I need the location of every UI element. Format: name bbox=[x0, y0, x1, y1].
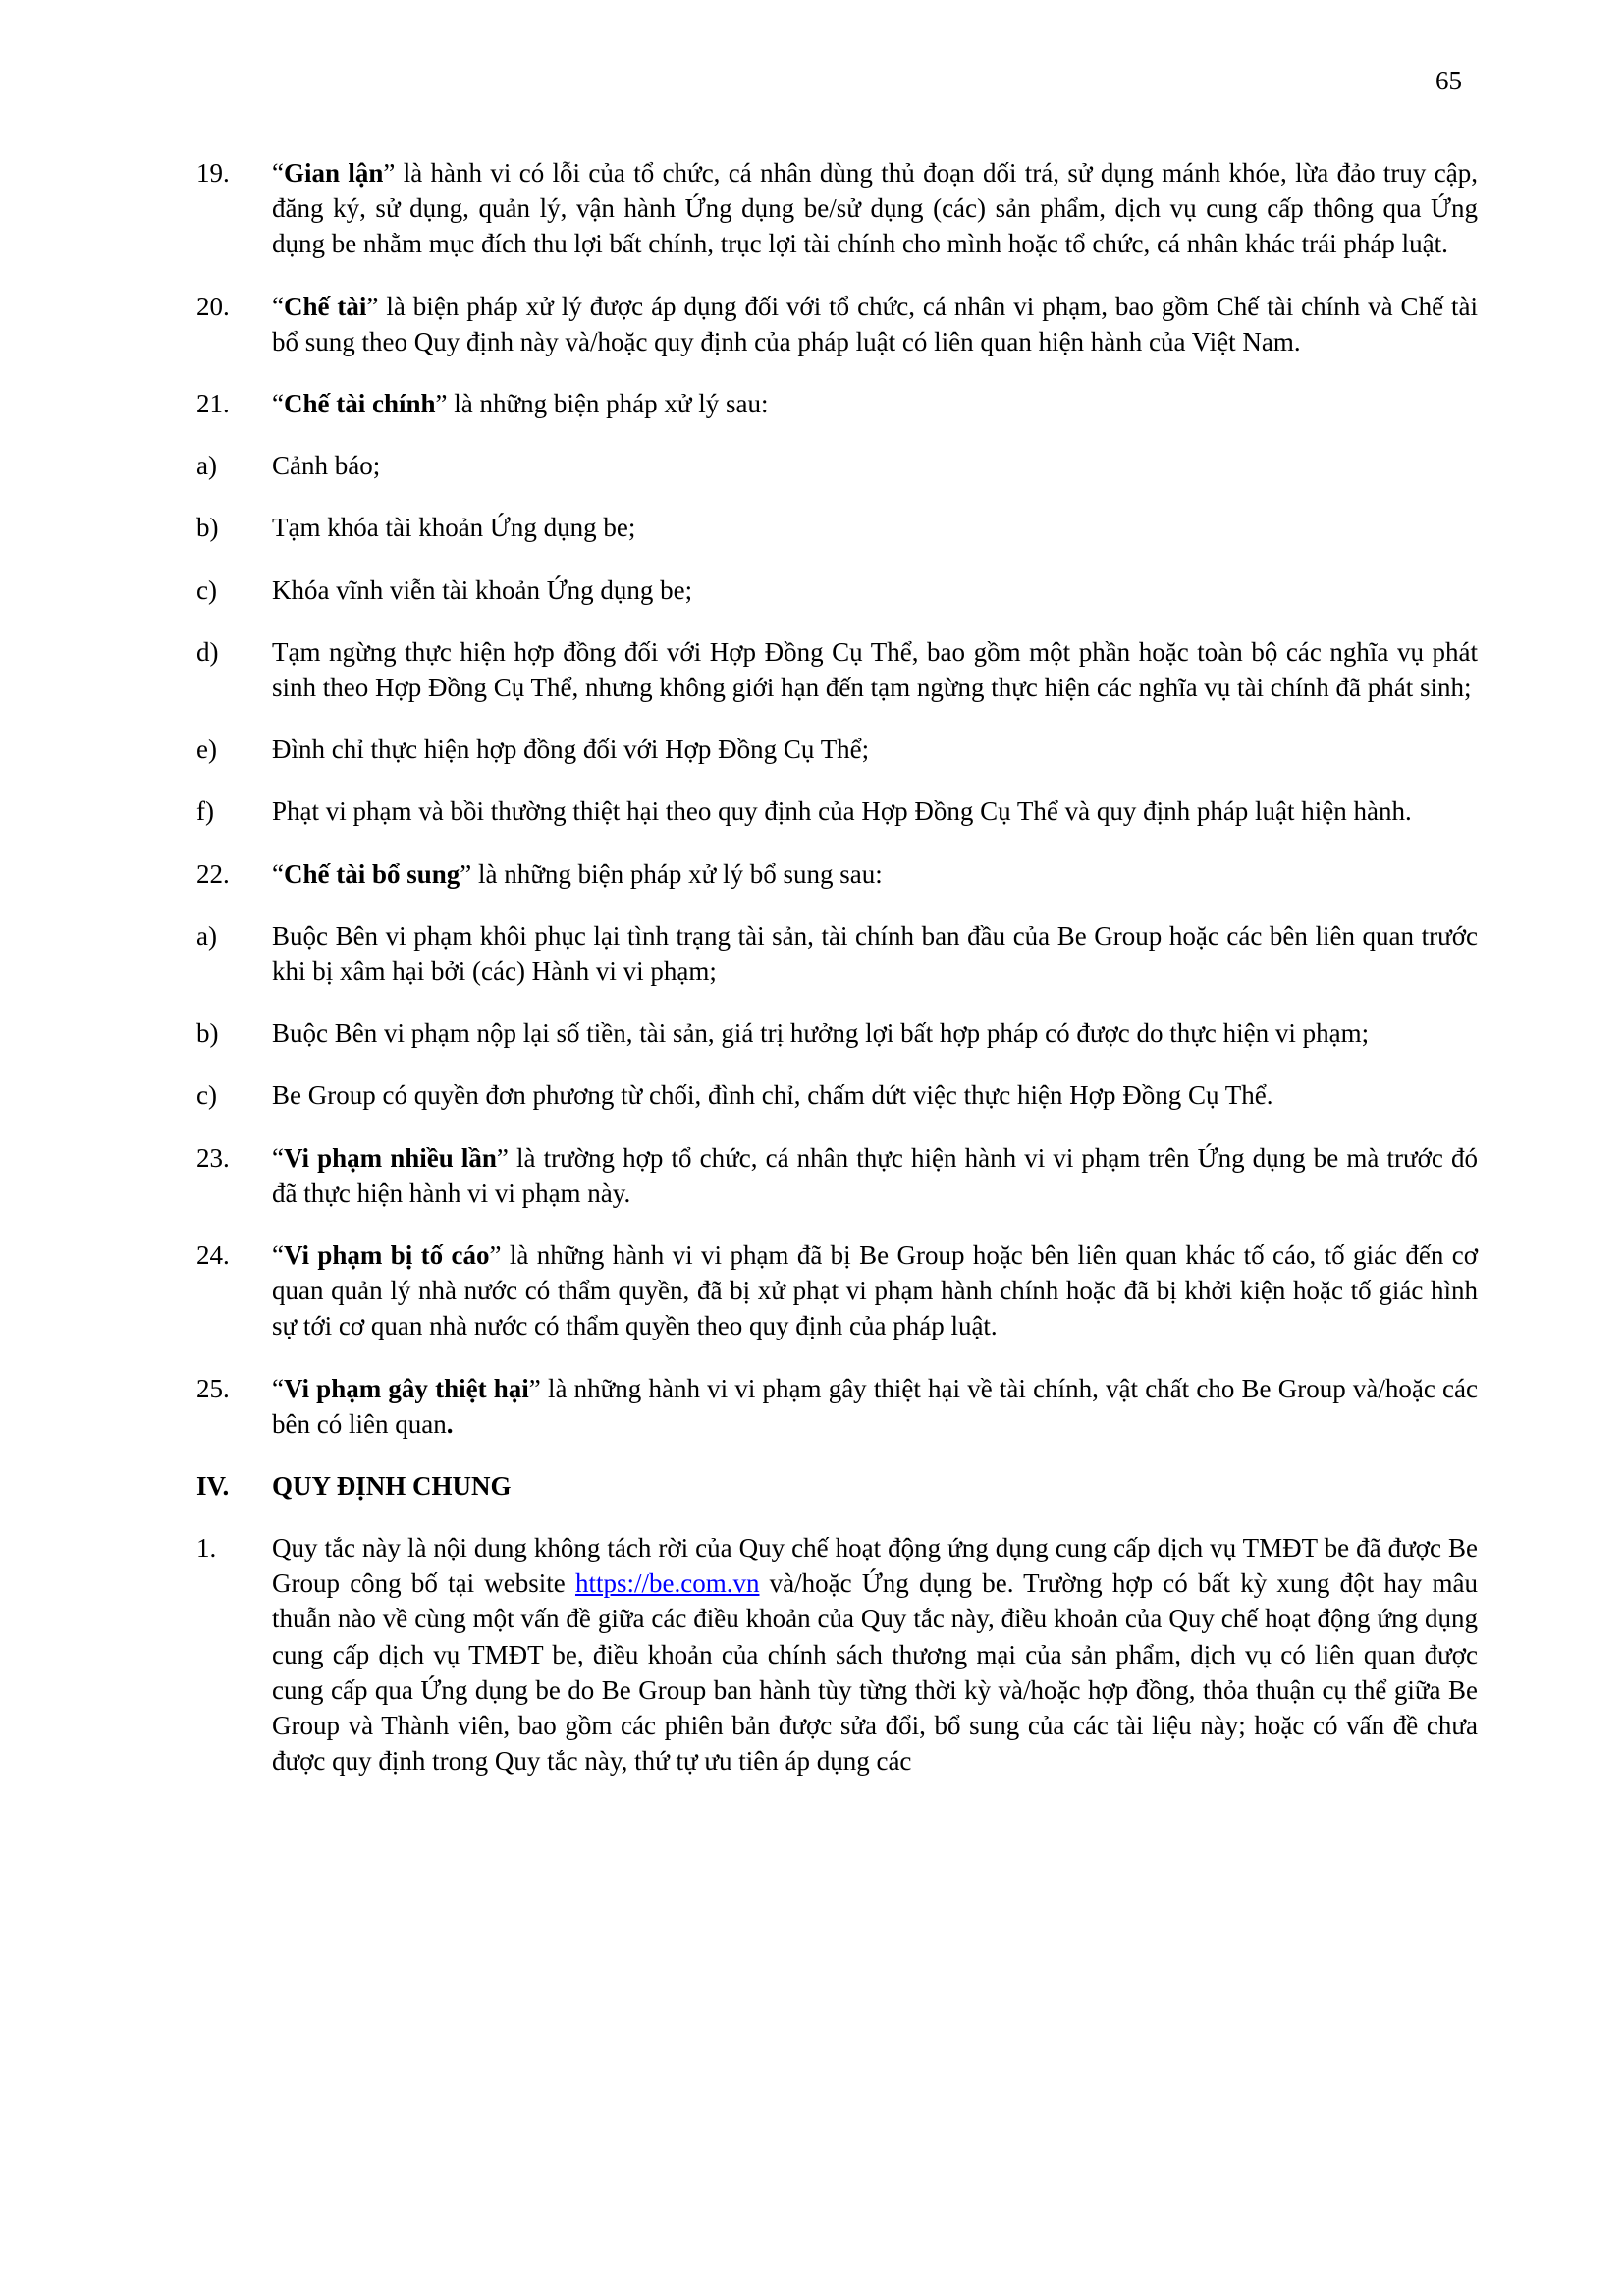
definition-item bbox=[196, 1371, 1478, 1442]
definition-body: là hành vi có lỗi của tổ chức, cá nhân dùng thủ đoạn dối trá, sử dụng mánh khóe, lừa đảo truy cập, đăng ký, sử dụng, quản lý, vận hành Ứng dụng be/sử dụng (các) sản phẩm, dịch vụ cung cấp thông qua Ứng dụng be nhằm mục đích thu lợi bất chính, trục lợi tài chính cho mình hoặc tổ chức, cá nhân khác trái pháp luật. bbox=[272, 158, 1478, 259]
item-number: 22. bbox=[196, 858, 230, 889]
end-period: . bbox=[446, 1408, 454, 1439]
sub-item bbox=[196, 918, 1478, 989]
item-text: “Vi phạm gây thiệt hại” là những hành vi vi phạm gây thiệt hại về tài chính, vật chất cho Be Group và/hoặc các bên có liên quan. bbox=[272, 1373, 1478, 1439]
text-after-link: và/hoặc Ứng dụng be. Trường hợp có bất kỳ xung đột hay mâu thuẫn nào về cùng một vấn đề giữa các điều khoản của Quy tắc này, điều khoản của Quy chế hoạt động ứng dụng cung cấp dịch vụ TMĐT be, điều khoản của chính sách thương mại của sản phẩm, dịch vụ có liên quan được cung cấp qua Ứng dụng be do Be Group ban hành tùy từng thời kỳ và/hoặc hợp đồng, thỏa thuận cụ thể giữa Be Group và Thành viên, bao gồm các phiên bản được sửa đổi, bổ sung của các tài liệu này; hoặc có vấn đề chưa được quy định trong Quy tắc này, thứ tự ưu tiên áp dụng các bbox=[272, 1568, 1479, 1777]
item-text: “Gian lận” là hành vi có lỗi của tổ chức, cá nhân dùng thủ đoạn dối trá, sử dụng mánh khóe, lừa đảo truy cập, đăng ký, sử dụng, quản lý, vận hành Ứng dụng be/sử dụng (các) sản phẩm, dịch vụ cung cấp thông qua Ứng dụng be nhằm mục đích thu lợi bất chính, trục lợi tài chính cho mình hoặc tổ chức, cá nhân khác trái pháp luật. bbox=[272, 158, 1478, 259]
sub-item bbox=[196, 1015, 1478, 1051]
sub-item bbox=[196, 573, 1478, 608]
definition-item bbox=[196, 1237, 1478, 1344]
sub-item-letter: c) bbox=[196, 1080, 217, 1111]
defined-term: Vi phạm bị tố cáo bbox=[283, 1240, 490, 1271]
item-text: “Vi phạm bị tố cáo” là những hành vi vi phạm đã bị Be Group hoặc bên liên quan khác tố cáo, tố giác đến cơ quan quản lý nhà nước có thẩm quyền, đã bị xử phạt vi phạm hành chính hoặc đã bị khởi kiện hoặc tố giác hình sự tới cơ quan nhà nước có thẩm quyền theo quy định của pháp luật. bbox=[272, 1240, 1479, 1341]
definition-item bbox=[196, 1140, 1478, 1211]
page-number: 65 bbox=[1435, 66, 1462, 95]
sub-item bbox=[196, 448, 1478, 483]
sub-item-letter: e) bbox=[196, 735, 217, 765]
definition-body: là những biện pháp xử lý sau: bbox=[447, 389, 769, 419]
defined-term: Gian lận bbox=[283, 158, 384, 188]
defined-term: Chế tài chính bbox=[283, 389, 436, 419]
sub-item-text: Buộc Bên vi phạm khôi phục lại tình trạng tài sản, tài chính ban đầu của Be Group hoặc các bên liên quan trước khi bị xâm hại bởi (các) Hành vi vi phạm; bbox=[272, 920, 1478, 987]
section-number: IV. bbox=[196, 1471, 230, 1502]
sub-item-letter: c) bbox=[196, 574, 217, 605]
sub-item-letter: a) bbox=[196, 920, 217, 951]
section-heading bbox=[196, 1468, 1478, 1503]
definition-item bbox=[196, 289, 1478, 359]
website-link[interactable]: https://be.com.vn bbox=[574, 1568, 760, 1599]
sub-item-text: Phạt vi phạm và bồi thường thiệt hại theo quy định của Hợp Đồng Cụ Thể và quy định pháp luật hiện hành. bbox=[272, 796, 1412, 827]
item-number: 23. bbox=[196, 1142, 230, 1173]
sub-item-letter: f) bbox=[196, 796, 214, 827]
general-provision-item bbox=[196, 1530, 1478, 1778]
sub-item-text: Tạm khóa tài khoản Ứng dụng be; bbox=[272, 513, 636, 543]
item-text bbox=[272, 1530, 1478, 1778]
sub-item-text: Buộc Bên vi phạm nộp lại số tiền, tài sản, giá trị hưởng lợi bất hợp pháp có được do thực hiện vi phạm; bbox=[272, 1018, 1370, 1049]
sub-item bbox=[196, 1077, 1478, 1113]
item-number: 25. bbox=[196, 1373, 230, 1403]
item-number: 20. bbox=[196, 291, 230, 321]
definition-body: là những hành vi vi phạm đã bị Be Group hoặc bên liên quan khác tố cáo, tố giác đến cơ quan quản lý nhà nước có thẩm quyền, đã bị xử phạt vi phạm hành chính hoặc đã bị khởi kiện hoặc tố giác hình sự tới cơ quan nhà nước có thẩm quyền theo quy định của pháp luật. bbox=[272, 1240, 1479, 1341]
definition-item bbox=[196, 856, 1478, 892]
sub-item-letter: d) bbox=[196, 636, 219, 667]
sub-item-letter: b) bbox=[196, 1018, 219, 1049]
sub-item-text: Tạm ngừng thực hiện hợp đồng đối với Hợp Đồng Cụ Thể, bao gồm một phần hoặc toàn bộ các nghĩa vụ phát sinh theo Hợp Đồng Cụ Thể, nhưng không giới hạn đến tạm ngừng thực hiện các nghĩa vụ tài chính đã phát sinh; bbox=[272, 636, 1478, 703]
item-text: “Vi phạm nhiều lần” là trường hợp tổ chức, cá nhân thực hiện hành vi vi phạm trên Ứng dụng be mà trước đó đã thực hiện hành vi vi phạm này. bbox=[272, 1142, 1478, 1208]
item-number: 1. bbox=[196, 1533, 217, 1563]
section-title: QUY ĐỊNH CHUNG bbox=[272, 1471, 512, 1502]
sub-item bbox=[196, 634, 1478, 705]
sub-item-text: Khóa vĩnh viễn tài khoản Ứng dụng be; bbox=[272, 574, 693, 605]
defined-term: Chế tài bổ sung bbox=[283, 858, 460, 889]
definition-body: là trường hợp tổ chức, cá nhân thực hiện hành vi vi phạm trên Ứng dụng be mà trước đó đã thực hiện hành vi vi phạm này. bbox=[272, 1142, 1478, 1208]
defined-term: Vi phạm nhiều lần bbox=[283, 1142, 497, 1173]
item-number: 19. bbox=[196, 158, 230, 188]
sub-item-text: Đình chỉ thực hiện hợp đồng đối với Hợp Đồng Cụ Thể; bbox=[272, 735, 870, 765]
defined-term: Vi phạm gây thiệt hại bbox=[283, 1373, 529, 1403]
definition-item bbox=[196, 386, 1478, 421]
definition-body: là những biện pháp xử lý bổ sung sau: bbox=[471, 858, 883, 889]
defined-term: Chế tài bbox=[283, 291, 367, 321]
sub-item-text: Be Group có quyền đơn phương từ chối, đình chỉ, chấm dứt việc thực hiện Hợp Đồng Cụ Thể. bbox=[272, 1080, 1273, 1111]
item-text: “Chế tài chính” là những biện pháp xử lý sau: bbox=[272, 389, 769, 419]
item-text: “Chế tài” là biện pháp xử lý được áp dụng đối với tổ chức, cá nhân vi phạm, bao gồm Chế tài chính và Chế tài bổ sung theo Quy định này và/hoặc quy định của pháp luật có liên quan hiện hành của Việt Nam. bbox=[272, 291, 1478, 356]
definition-body: là biện pháp xử lý được áp dụng đối với tổ chức, cá nhân vi phạm, bao gồm Chế tài chính và Chế tài bổ sung theo Quy định này và/hoặc quy định của pháp luật có liên quan hiện hành của Việt Nam. bbox=[272, 291, 1478, 356]
document-body bbox=[196, 155, 1478, 1806]
definition-body: là những hành vi vi phạm gây thiệt hại về tài chính, vật chất cho Be Group và/hoặc các bên có liên quan bbox=[272, 1373, 1478, 1439]
definition-item bbox=[196, 155, 1478, 262]
sub-item bbox=[196, 732, 1478, 767]
sub-item-letter: b) bbox=[196, 513, 219, 543]
text-before-link: Quy tắc này là nội dung không tách rời của Quy chế hoạt động ứng dụng cung cấp dịch vụ TMĐT be đã được Be Group công bố tại website bbox=[272, 1533, 1478, 1599]
item-number: 24. bbox=[196, 1240, 230, 1271]
item-number: 21. bbox=[196, 389, 230, 419]
item-text: “Chế tài bổ sung” là những biện pháp xử lý bổ sung sau: bbox=[272, 858, 883, 889]
sub-item-letter: a) bbox=[196, 451, 217, 481]
sub-item bbox=[196, 510, 1478, 545]
sub-item-text: Cảnh báo; bbox=[272, 451, 381, 481]
sub-item bbox=[196, 793, 1478, 829]
